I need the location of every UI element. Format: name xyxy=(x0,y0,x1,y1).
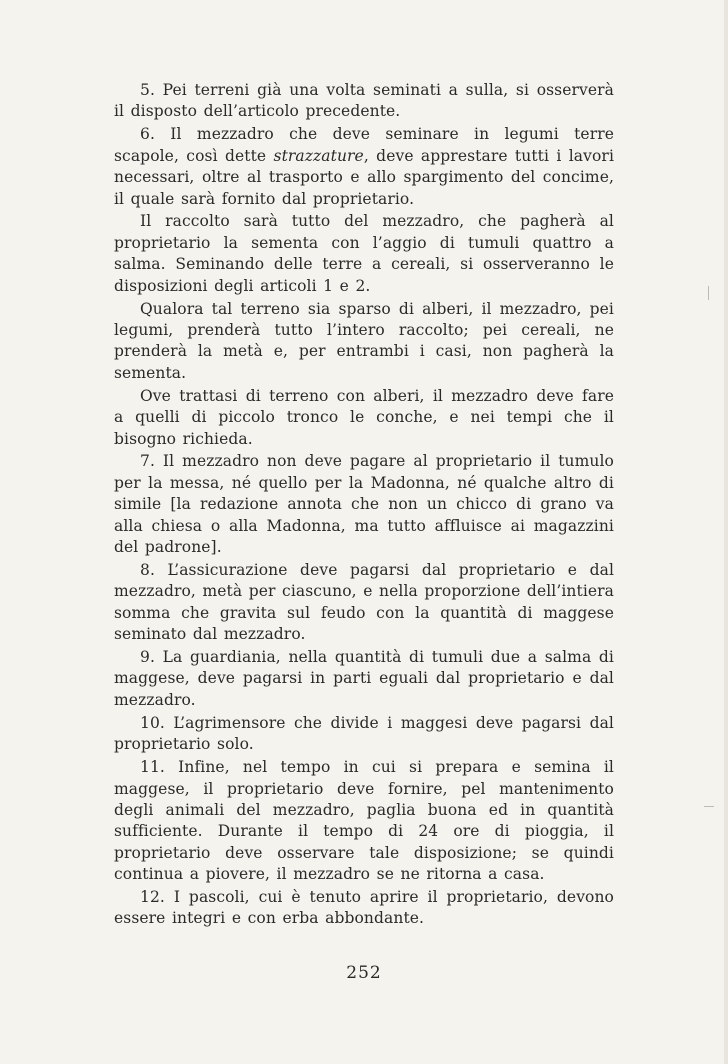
paragraph-article-5: 5. Pei terreni già una volta seminati a sulla, si osserverà il disposto dell’articolo precedente. xyxy=(114,81,614,121)
margin-mark xyxy=(704,806,714,807)
page-number: 252 xyxy=(346,963,382,983)
paragraph-article-12: 12. I pascoli, cui è tenuto aprire il proprietario, devono essere integri e con erba abbondante. xyxy=(114,888,614,928)
paragraph-article-7: 7. Il mezzadro non deve pagare al proprietario il tumulo per la messa, né quello per la Madonna, né qualche altro di simile [la redazione annota che non un chicco di grano va alla chiesa o alla Madonna, ma tutto affluisce ai magazzini del padrone]. xyxy=(114,452,614,557)
paragraph-article-6: 6. Il mezzadro che deve seminare in legumi terre scapole, così dette strazzature, deve apprestare tutti i lavori necessari, oltre al trasporto e allo spargimento del concime, il quale sarà fornito dal proprietario. xyxy=(114,125,614,208)
paragraph-article-10: 10. L’agrimensore che divide i maggesi deve pagarsi dal proprietario solo. xyxy=(114,713,614,754)
paragraph-article-8: 8. L’assicurazione deve pagarsi dal proprietario e dal mezzadro, metà per ciascuno, e nella proporzione dell’intiera somma che gravita sul feudo con la quantità di maggese seminato dal mezzadro. xyxy=(114,560,615,644)
italic-term: strazzature xyxy=(273,146,364,165)
paragraph-article-9: 9. La guardiania, nella quantità di tumuli due a salma di maggese, deve pagarsi in parti eguali dal proprietario e dal mezzadro. xyxy=(114,648,614,709)
paragraph-article-11: 11. Infine, nel tempo in cui si prepara e semina il maggese, il proprietario deve fornire, pel mantenimento degli animali del mezzadro, paglia buona ed in quantità sufficiente. Durante il tempo di 24 ore di pioggia, il proprietario deve osservare tale disposizione; se quindi continua a piovere, il mezzadro se ne ritorna a casa. xyxy=(114,758,614,884)
paragraph-article-6-raccolto: Il raccolto sarà tutto del mezzadro, che pagherà al proprietario la sementa con l’aggio di tumuli quattro a salma. Seminando delle terre a cereali, si osserveranno le disposizioni degli articoli 1 e 2. xyxy=(114,212,614,295)
margin-mark xyxy=(708,286,709,300)
body-text xyxy=(114,80,614,931)
page-edge-shadow xyxy=(724,0,728,1064)
paragraph-article-6-alberi: Qualora tal terreno sia sparso di alberi, il mezzadro, pei legumi, prenderà tutto l’intero raccolto; pei cereali, ne prenderà la metà e, per entrambi i casi, non pagherà la sementa. xyxy=(114,299,614,382)
paragraph-article-6-conche: Ove trattasi di terreno con alberi, il mezzadro deve fare a quelli di piccolo tronco le conche, e nei tempi che il bisogno richieda. xyxy=(114,386,614,448)
